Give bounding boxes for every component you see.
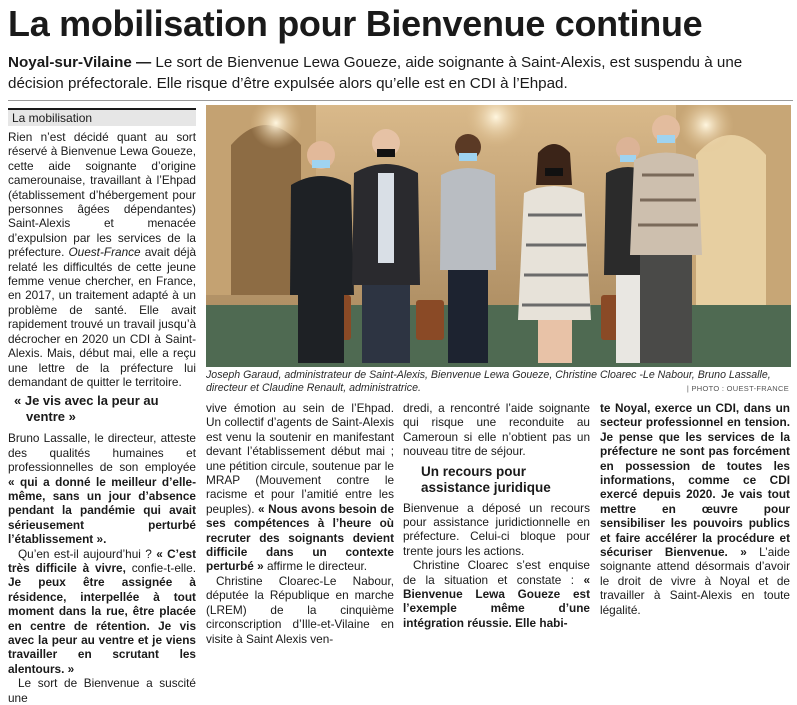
- headline: La mobilisation pour Bienvenue continue: [8, 3, 703, 44]
- article-column-4: [600, 401, 790, 617]
- lede: [8, 52, 793, 94]
- paragraph: [403, 558, 590, 630]
- section-label: La mobilisation: [8, 108, 196, 126]
- article-column-3: [403, 401, 590, 630]
- group-photo-illustration: [206, 105, 791, 367]
- quote-text: te Noyal, exerce un CDI, dans un secteur professionnel en tension. Je pense que les services de la préfecture ne sont pas forcément en possession de toutes les informations, comme ce CDI exercé depuis 2020. Je vais tout mettre en œuvre pour sensibiliser les pouvoirs publics et faire accélérer la procédure et sécuriser Bienvenue. »: [600, 401, 790, 560]
- article-column-2: [206, 401, 394, 646]
- photo-credit: | PHOTO : OUEST-FRANCE: [686, 384, 789, 393]
- text: Bruno Lassalle, le directeur, atteste des qualités humaines et professionnelles de son employée: [8, 431, 196, 475]
- text: affirme le directeur.: [263, 559, 368, 574]
- paragraph: [8, 130, 196, 389]
- text: vive émotion au sein de l’Ehpad. Un collectif d’agents de Saint-Alexis est venu la soutenir en manifestant devant l’établissement début mai ; une pétition circule, soutenue par le MRAP (Mouvement contre le racisme et pour l’amitié entre les peuples).: [206, 401, 394, 516]
- quote-text: « Nous avons besoin de ses compétences à l’heure où recruter des soignants devient difficile dans un contexte perturbé »: [206, 501, 395, 574]
- text: Christine Cloarec s’est enquise de la situation et constate :: [403, 558, 590, 587]
- photo-caption: Joseph Garaud, administrateur de Saint-Alexis, Bienvenue Lewa Goueze, Christine Cloarec -Le Nabour, Bruno Lassalle, directeur et Claudine Renault, administratrice.: [206, 369, 771, 394]
- quote-text: Je peux être assignée à résidence, interpellée à tout moment dans la rue, être placée en centre de rétention. Je vis avec la peur au ventre et je viens travailler en scrutant les alentours. »: [8, 575, 196, 676]
- divider: [8, 100, 793, 101]
- sub-heading: Un recours pour assistance juridique: [421, 463, 551, 495]
- quote-heading: « Je vis avec la peur au ventre »: [14, 393, 159, 425]
- text: avait déjà relaté les difficultés de cette jeune femme venue chercher, en France, en 2017, un traitement adapté à un problème de santé. Elle avait rapidement trouvé un travail jusqu’à décrocher en 2020 un CDI à Saint-Alexis. Mais, début mai, elle a reçu une lettre de la préfecture lui demandant de quitter le territoire.: [8, 245, 197, 389]
- paragraph: Bienvenue a déposé un recours pour assistance juridictionnelle en préfecture. Celui-ci bloque pour trente jours les actions.: [403, 500, 590, 558]
- paragraph: [600, 401, 790, 617]
- quote-text: « C’est très difficile à vivre,: [8, 546, 196, 575]
- article-photo: [206, 105, 791, 367]
- text: L’aide soignante attend désormais d’avoir le droit de vivre à Noyal et de travailler à Saint-Alexis en toute légalité.: [600, 545, 790, 617]
- paragraph: Christine Cloarec-Le Nabour, députée la République en marche (LREM) de la cinquième circonscription d’Ille-et-Vilaine en visite à Saint Alexis ven-: [206, 573, 394, 646]
- paragraph: [8, 547, 196, 677]
- text: Qu’en est-il aujourd’hui ?: [18, 546, 157, 561]
- quote-text: « Bienvenue Lewa Goueze est l’exemple même d’une intégration réussie. Elle habi-: [403, 572, 590, 630]
- text: Rien n’est décidé quant au sort réservé à Bienvenue Lewa Goueze, cette aide soignante d’origine camerounaise, travaillant à l’Ehpad (établissement d’hébergement pour personnes âgées dépendantes) Saint-Alexis et menacée d’expulsion par les services de la préfecture.: [8, 130, 196, 260]
- text: confie-t-elle.: [125, 560, 196, 575]
- lede-place: Noyal-sur-Vilaine —: [8, 54, 152, 71]
- quote-text: « qui a donné le meilleur d’elle-même, sans un jour d’absence pendant la pandémie qui avait sérieusement perturbé l’établissement ».: [8, 474, 196, 547]
- lede-text: Le sort de Bienvenue Lewa Goueze, aide soignante à Saint-Alexis, est suspendu à une décision préfectorale. Elle risque d’être expulsée alors qu’elle est en CDI à l’Ehpad.: [8, 54, 743, 92]
- paragraph: [8, 431, 196, 546]
- article-column-1: [8, 108, 196, 705]
- paragraph: Le sort de Bienvenue a suscité une: [8, 676, 196, 705]
- source-name: Ouest-France: [68, 245, 141, 260]
- paragraph: [206, 401, 394, 574]
- paragraph: dredi, a rencontré l’aide soignante qui risque une reconduite au Cameroun si elle n’obtient pas un nouveau titre de séjour.: [403, 401, 590, 459]
